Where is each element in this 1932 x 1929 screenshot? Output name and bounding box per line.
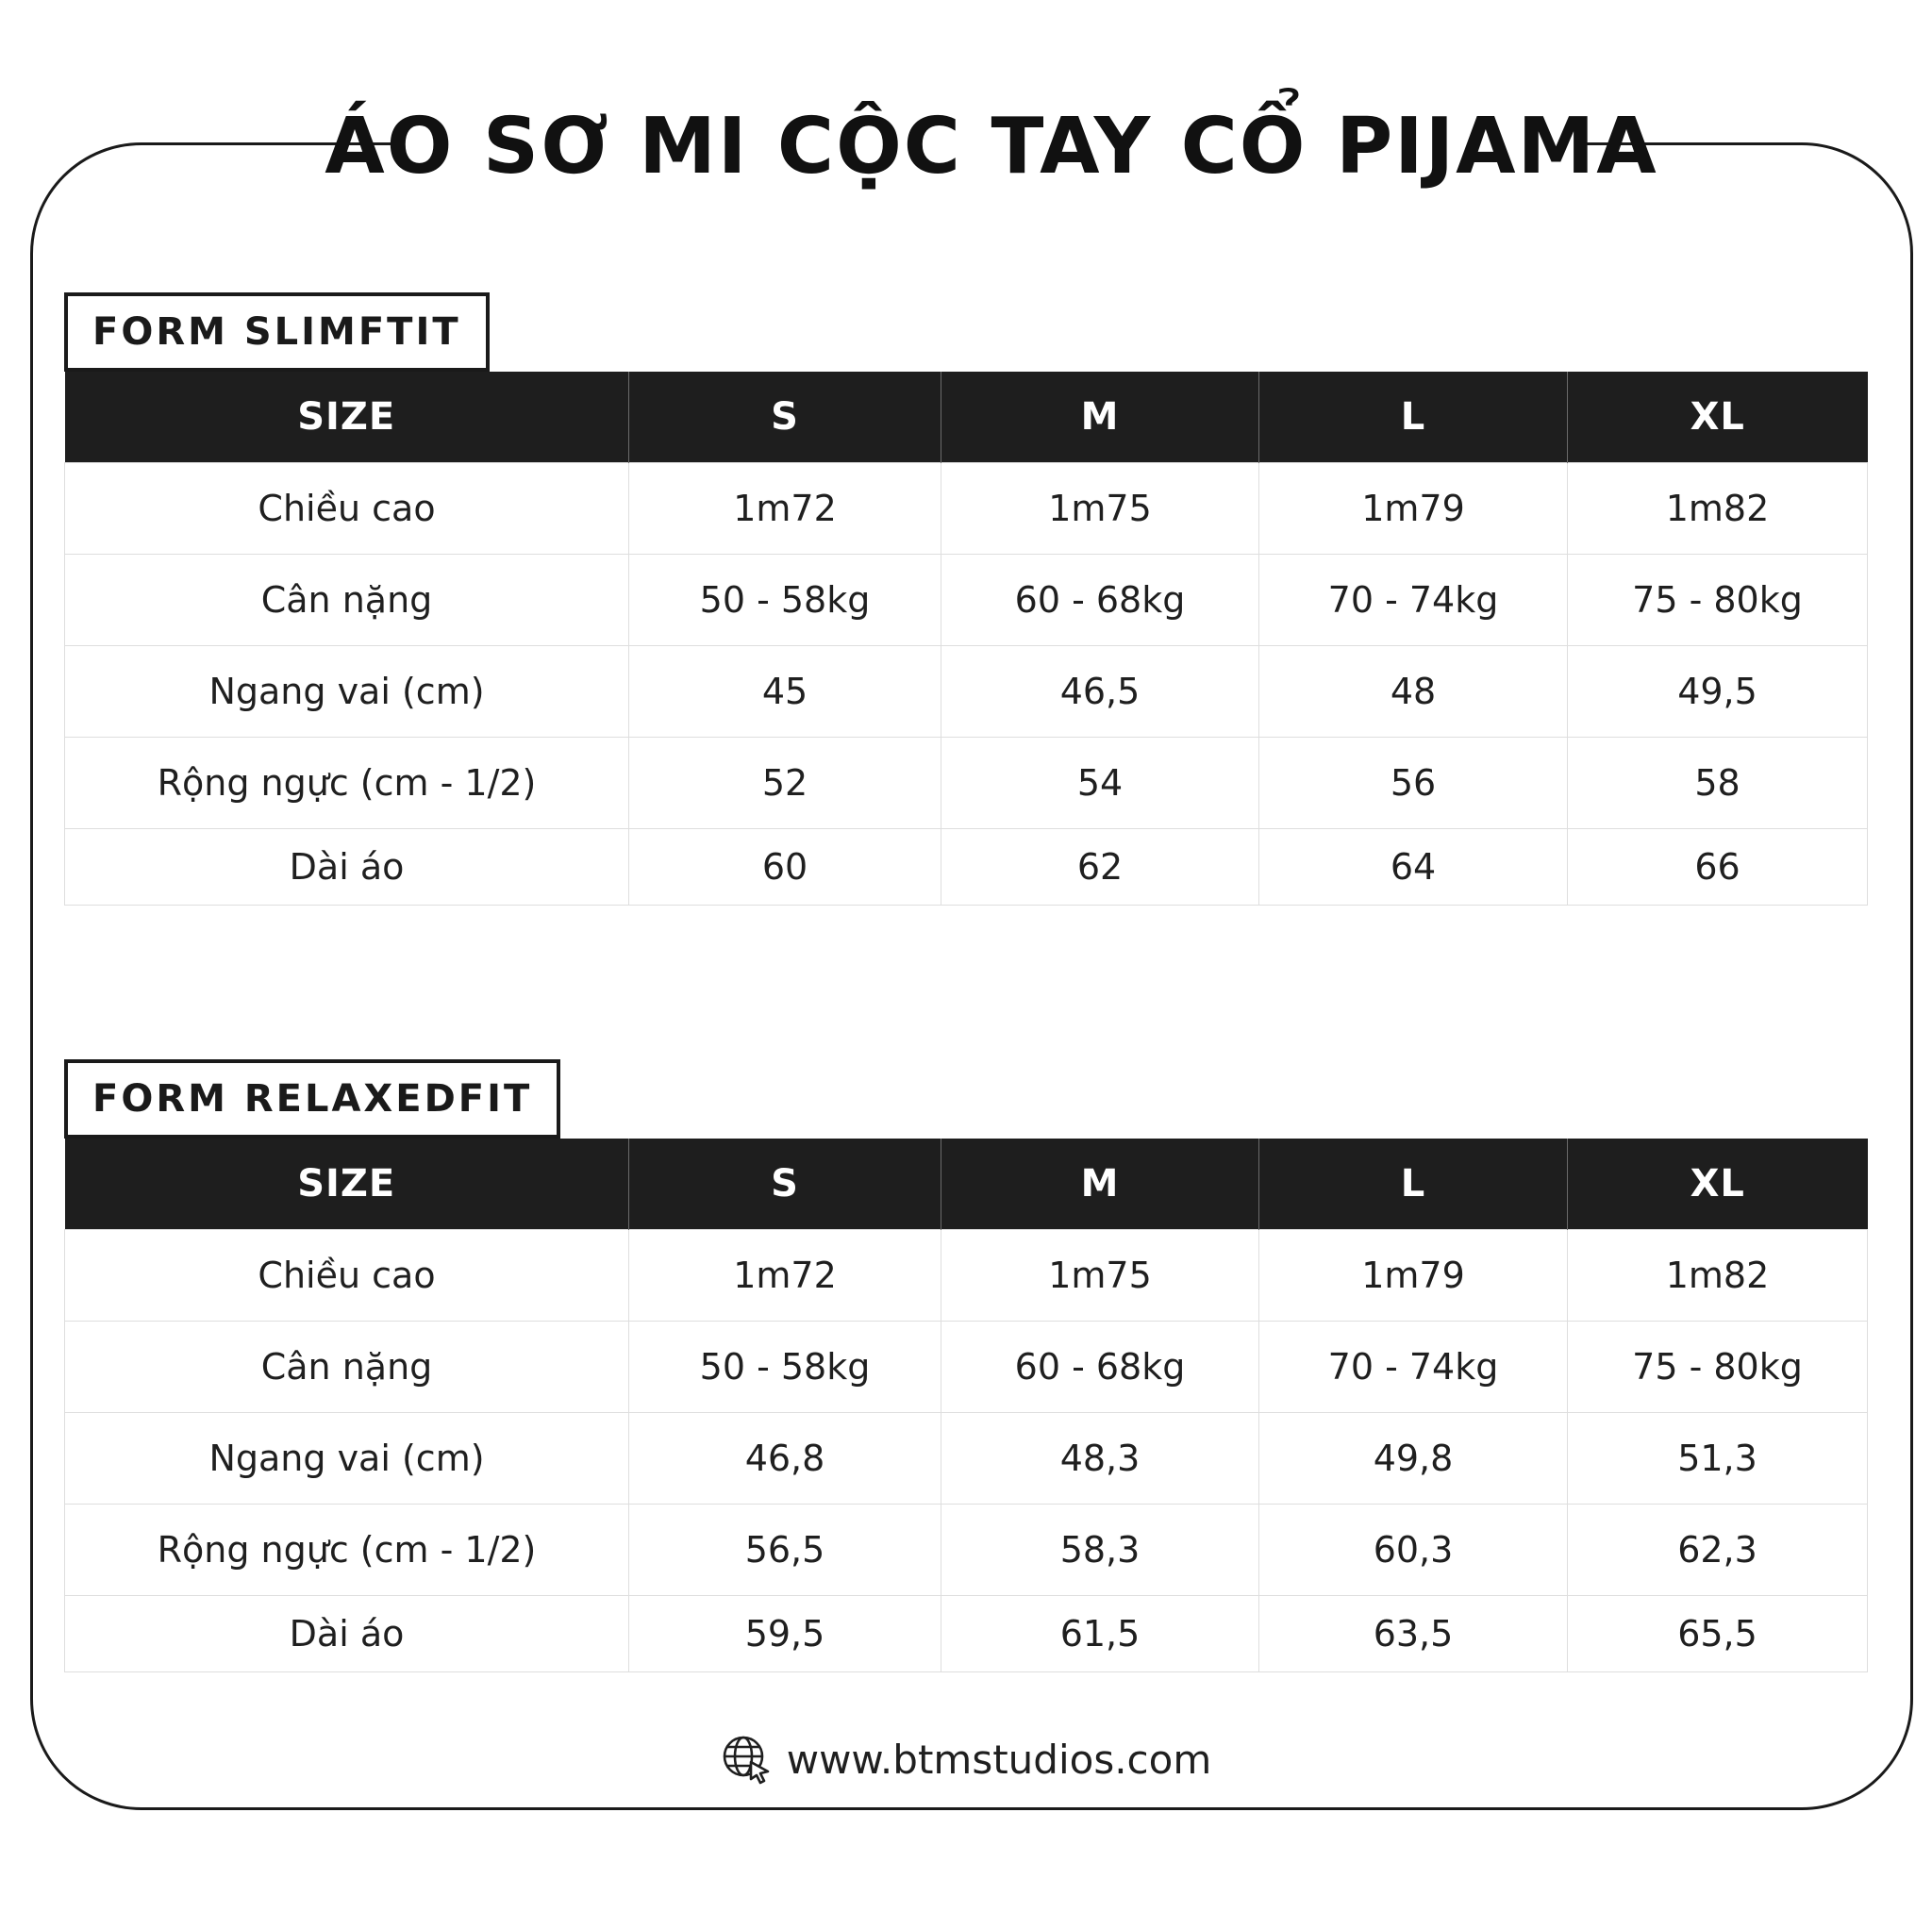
cell: 1m72 (629, 463, 941, 555)
cell: 58,3 (941, 1505, 1259, 1596)
row-label: Chiều cao (65, 463, 629, 555)
cell: 62 (941, 829, 1259, 906)
footer (0, 1734, 1932, 1785)
cell: 1m75 (941, 463, 1259, 555)
table-row (65, 1596, 1868, 1672)
cell: 75 - 80kg (1568, 1322, 1868, 1413)
header-size: SIZE (65, 372, 629, 463)
cell: 54 (941, 738, 1259, 829)
form-label-relaxedfit: FORM RELAXEDFIT (64, 1059, 560, 1139)
cell: 60 - 68kg (941, 1322, 1259, 1413)
table-row (65, 555, 1868, 646)
cell: 52 (629, 738, 941, 829)
form-label-slimfit: FORM SLIMFTIT (64, 292, 490, 372)
cell: 70 - 74kg (1259, 1322, 1568, 1413)
cell: 46,5 (941, 646, 1259, 738)
table-row (65, 1413, 1868, 1505)
cell: 50 - 58kg (629, 1322, 941, 1413)
cell: 1m79 (1259, 463, 1568, 555)
row-label: Rộng ngực (cm - 1/2) (65, 738, 629, 829)
header-l: L (1259, 372, 1568, 463)
cell: 51,3 (1568, 1413, 1868, 1505)
row-label: Ngang vai (cm) (65, 646, 629, 738)
cell: 1m75 (941, 1230, 1259, 1322)
cell: 46,8 (629, 1413, 941, 1505)
cell: 60,3 (1259, 1505, 1568, 1596)
page-title: ÁO SƠ MI CỘC TAY CỔ PIJAMA (325, 101, 1658, 191)
cell: 56,5 (629, 1505, 941, 1596)
header-l: L (1259, 1139, 1568, 1230)
globe-cursor-icon (721, 1734, 772, 1785)
table-row (65, 1505, 1868, 1596)
cell: 70 - 74kg (1259, 555, 1568, 646)
cell: 58 (1568, 738, 1868, 829)
header-size: SIZE (65, 1139, 629, 1230)
cell: 49,5 (1568, 646, 1868, 738)
cell: 48,3 (941, 1413, 1259, 1505)
table-header-row (65, 1139, 1868, 1230)
cell: 60 - 68kg (941, 555, 1259, 646)
cell: 59,5 (629, 1596, 941, 1672)
cell: 45 (629, 646, 941, 738)
table-row (65, 738, 1868, 829)
header-xl: XL (1568, 1139, 1868, 1230)
cell: 1m72 (629, 1230, 941, 1322)
cell: 48 (1259, 646, 1568, 738)
table-row (65, 829, 1868, 906)
row-label: Cân nặng (65, 555, 629, 646)
cell: 62,3 (1568, 1505, 1868, 1596)
cell: 50 - 58kg (629, 555, 941, 646)
row-label: Ngang vai (cm) (65, 1413, 629, 1505)
cell: 66 (1568, 829, 1868, 906)
cell: 64 (1259, 829, 1568, 906)
row-label: Rộng ngực (cm - 1/2) (65, 1505, 629, 1596)
header-m: M (941, 372, 1259, 463)
header-s: S (629, 1139, 941, 1230)
table-row (65, 1322, 1868, 1413)
size-table-slimfit (64, 372, 1868, 906)
cell: 65,5 (1568, 1596, 1868, 1672)
cell: 60 (629, 829, 941, 906)
table-row (65, 1230, 1868, 1322)
cell: 1m82 (1568, 463, 1868, 555)
table-header-row (65, 372, 1868, 463)
cell: 61,5 (941, 1596, 1259, 1672)
title-wrap (325, 94, 1658, 198)
row-label: Dài áo (65, 829, 629, 906)
row-label: Cân nặng (65, 1322, 629, 1413)
table-row (65, 646, 1868, 738)
row-label: Dài áo (65, 1596, 629, 1672)
cell: 56 (1259, 738, 1568, 829)
cell: 75 - 80kg (1568, 555, 1868, 646)
header-m: M (941, 1139, 1259, 1230)
cell: 63,5 (1259, 1596, 1568, 1672)
cell: 1m82 (1568, 1230, 1868, 1322)
table-row (65, 463, 1868, 555)
row-label: Chiều cao (65, 1230, 629, 1322)
cell: 49,8 (1259, 1413, 1568, 1505)
header-s: S (629, 372, 941, 463)
website-link[interactable]: www.btmstudios.com (786, 1736, 1212, 1783)
size-table-relaxedfit (64, 1139, 1868, 1672)
cell: 1m79 (1259, 1230, 1568, 1322)
header-xl: XL (1568, 372, 1868, 463)
